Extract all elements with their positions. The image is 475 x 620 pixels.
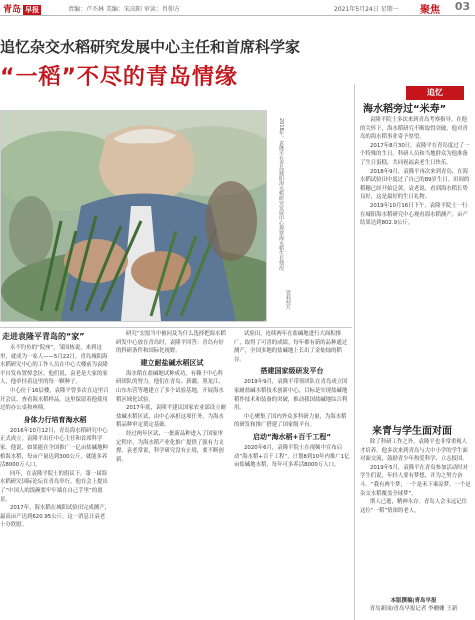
mid-paragraph: 研究“宏愿当中被问及为什么选择把海水稻研发中心放在青岛时，袁隆平回答：青岛有好的科研条件和国际化视野。 xyxy=(116,331,226,355)
headline: “一稻”不尽的青岛情缘 xyxy=(0,65,238,90)
middle-column-2 xyxy=(234,330,350,620)
right-section-title-2: 来青与学生面对面 xyxy=(372,426,452,437)
footer-names: 青岛新闻/青岛早报记者 李姗姗 王新 xyxy=(369,606,458,612)
lead-title: 走进袁隆平青岛的“家” xyxy=(2,332,85,341)
mid2-paragraph: 中心聚集了国内外众多科研力量，为海水稻的研发和推广搭建了国家级平台。 xyxy=(234,413,347,429)
mid-paragraph: 海水稻在盐碱地试种成功，有赖于中心科研团队的努力。他们在青岛、新疆、黑龙江、山东东营等地建立了多个试验基地，开展海水稻区域化试验。 xyxy=(116,370,224,403)
column-divider xyxy=(354,84,355,620)
mid2-paragraph: 2020年6月，袁隆平院士在视频中宣布启动“海水稻+百千工程”，计划8到10年内推广1亿亩盐碱地水稻，每年可多养活8000万人口。 xyxy=(234,444,350,469)
right-paragraph: 2018年9月，袁隆平再次来到青岛，在海水稻试验田中度过了自己的89岁生日。田间的稻穗已经开始泛黄，袁老说，看到海水稻长势良好，这是最好的生日礼物。 xyxy=(360,168,470,201)
right-paragraph: 2019年10月16日下午，袁隆平院士一行在城阳海水稻研究中心观看海水稻测产，亩产结果达到802.9公斤。 xyxy=(360,202,468,227)
left-paragraph: 2017年，海水稻在城阳试验田完成测产，最高亩产达到620.95公斤，这一消息让袁老十分欣慰。 xyxy=(0,505,110,529)
right-paragraph: 2017年8月30日，袁隆平在青岛度过了一个特殊的生日。科研人员和当地群众为他准备了生日蛋糕，共同祝福袁老生日快乐。 xyxy=(360,142,470,166)
right-paragraph: 2019年5月，袁隆平在青岛参加活动时对学生们说，年轻人要有梦想，并为之努力奋斗。“我有两个梦，一个是禾下乘凉梦，一个是杂交水稻覆盖全球梦”。 xyxy=(360,464,471,497)
footer-label: 本版撰稿|青岛早报 xyxy=(390,598,437,604)
newspaper-logo xyxy=(3,2,41,15)
news-photo xyxy=(0,110,267,322)
mid-paragraph: 经过两年区试，一批新品种进入了国家审定程序，为海水稻产业化推广提供了强有力支撑。袁老常说，科学研究没有止境，要不断创新。 xyxy=(116,430,224,463)
left-paragraph: 2016年10月12日，青岛海水稻研究中心正式成立。袁隆平出任中心主任和首席科学家。他说，如果能在全国推广一亿亩盐碱地种植海水稻，每亩产量达到300公斤，就能多养活8000万人口。 xyxy=(0,427,108,469)
page-header xyxy=(0,0,475,16)
right-column-top xyxy=(360,116,472,416)
editor-credits: 责编：卢丕林 美编：宋高阳 审读：肖仰方 xyxy=(68,6,180,13)
photo-caption: 2018年，袁隆平在青岛城阳海水稻研究发展中心观察海水稻生长情况 xyxy=(278,118,284,271)
subheading: 身体力行培育海水稻 xyxy=(23,415,87,424)
right-paragraph: 除了科研工作之外，袁隆平也非常重视人才培养。他多次来到青岛与大中小学的学生面对面交流，鼓励青少年热爱科学、立志报国。 xyxy=(360,439,468,463)
mid-paragraph: 2017年底，袁隆平建议国家农业部设立耐盐碱水稻区试，由中心承担这项任务，为海水稻品种审定奠定基础。 xyxy=(116,405,226,429)
right-paragraph: 斯人已逝，精神永存。青岛人会永远记住这位“一稻”情深的老人。 xyxy=(360,499,468,514)
section-name: 聚焦 xyxy=(420,5,440,16)
right-paragraph: 袁隆平院士多次来到青岛考察指导。在他的关怀下，海水稻研究不断取得突破，他对青岛的海水稻事业寄予厚望。 xyxy=(360,117,468,141)
middle-column xyxy=(116,330,228,620)
issue-date: 2021年5月24日 星期一 xyxy=(334,6,399,13)
subheading: 启动“海水稻+百千工程” xyxy=(252,432,332,441)
left-paragraph: 同年，在袁隆平院士的倡议下，第一届海水稻研究国际论坛在青岛举行，他在会上提出了“中国人的饭碗要牢牢端在自己手里”的愿景。 xyxy=(0,470,108,503)
right-section-title: 海水稻旁过“米寿” xyxy=(363,104,447,115)
left-column xyxy=(0,344,110,620)
divider-line xyxy=(0,327,352,328)
subheading: 搭建国家级研发平台 xyxy=(260,367,324,376)
kicker-title: 追忆杂交水稻研究发展中心主任和首席科学家 xyxy=(0,38,301,56)
mid2-paragraph: 2019年9月，袁隆平带领团队在青岛成立国家耐盐碱水稻技术创新中心，目标是实现盐碱地稻作技术和装备的突破，推动我国盐碱地综合利用。 xyxy=(234,379,348,412)
right-column-bottom xyxy=(360,438,472,594)
logo-name: 青岛 xyxy=(3,5,22,15)
page-number: 03 xyxy=(454,0,471,13)
recall-badge: 追忆 xyxy=(406,86,464,100)
logo-badge: 早报 xyxy=(25,6,40,14)
byline-footer xyxy=(356,597,471,613)
mid2-paragraph: 试验田，连续两年在盐碱地进行大面积推广，取得了可喜的成绩。每年都有新的品种通过测产，全国多地的盐碱地上长出了金灿灿的稻谷。 xyxy=(234,331,348,363)
left-paragraph: 永不钓鱼的“院座”，邹国栋说，来到这里，就成为一家人——5月22日，青岛城阳海水稻研究中心的工作人员在中心大楼前为袁隆平自发布置悼念区。他们说，袁老是大家的家人，他牵挂着这里的每一颗种子。 xyxy=(0,345,108,386)
photo-illustration xyxy=(1,111,266,321)
subheading: 建立耐盐碱水稻区试 xyxy=(140,358,204,367)
left-paragraph: 中心位于16层楼，袁隆平曾多次在这里召开会议、查看海水稻样品。这里保留着他使用过的办公桌和座椅。 xyxy=(0,387,109,412)
photo-credit: 资料照片 xyxy=(285,290,291,310)
